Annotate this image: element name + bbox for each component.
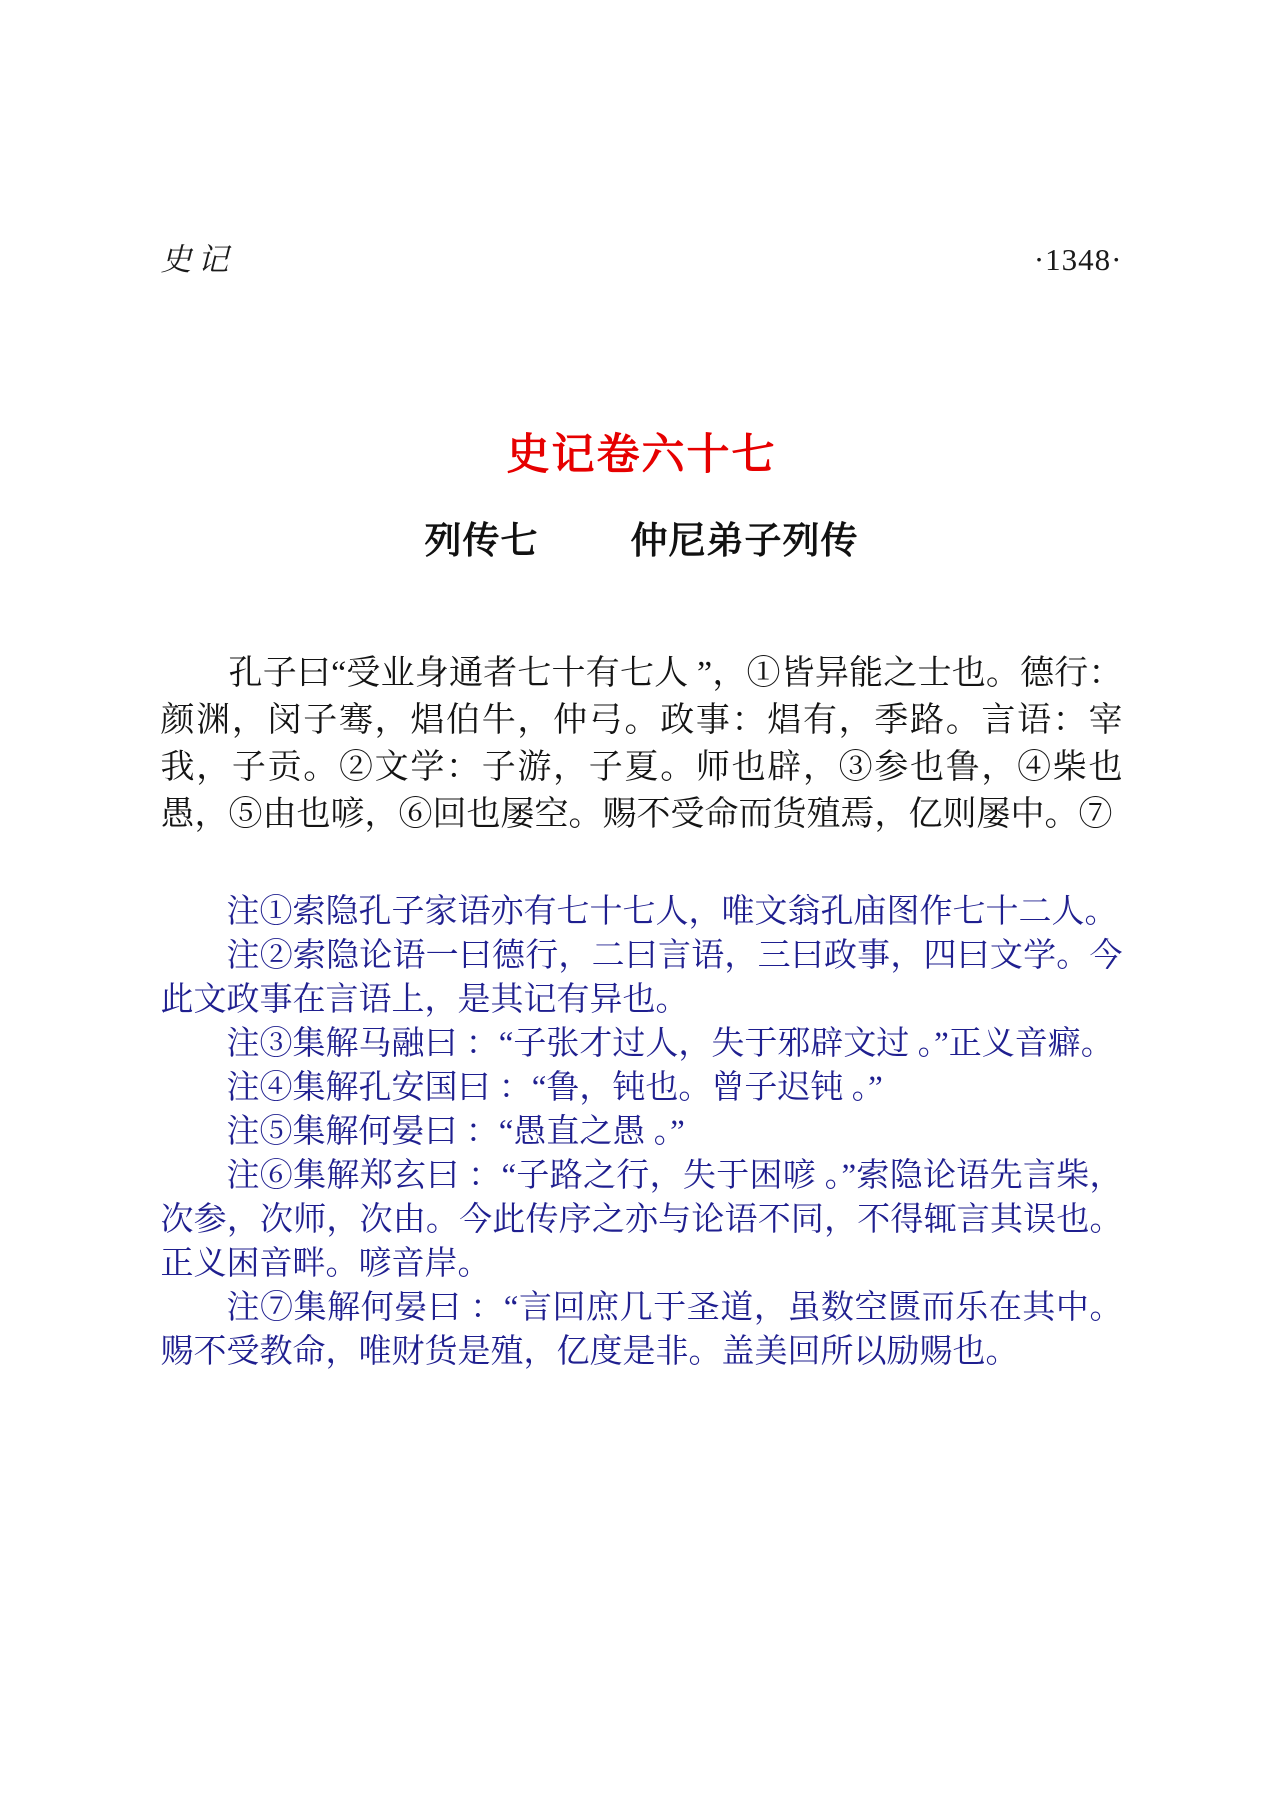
note-6: 注⑥集解郑玄曰 ：“子路之行，失于困喭 。”索隐论语先言柴，次参，次师，次由。今此传序之亦与论语不同，不得辄言其误也。正义困音畔。喭音岸。 (160, 1158, 1123, 1283)
note-4: 注④集解孔安国曰 ：“鲁，钝也。曾子迟钝 。” (226, 1070, 883, 1107)
main-paragraph: 孔子曰“受业身通者七十有七人 ”，①皆异能之士也。德行：颜渊，闵子骞，焻伯牛，仲弓。政事：焻有，季路。言语：宰我，子贡。②文学：子游，子夏。师也辟，③参也鲁，④柴也愚，⑤由也喭，⑥回也屡空。赐不受命而货殖焉，亿则屡中。⑦ (160, 655, 1123, 834)
note-1: 注①索隐孔子家语亦有七十七人，唯文翁孔庙图作七十二人。 (226, 894, 1118, 931)
note-5: 注⑤集解何晏曰 ：“愚直之愚 。” (226, 1114, 685, 1151)
section-number: 列传七 (424, 519, 539, 563)
page-content (161, 0, 1123, 1374)
notes-section (161, 890, 1123, 1374)
note-3: 注③集解马融曰 ：“子张才过人，失于邪辟文过 。”正义音癖。 (226, 1026, 1114, 1063)
page-header (161, 0, 1123, 277)
section-title (161, 521, 1123, 562)
chapter-title: 史记卷六十七 (506, 430, 777, 481)
running-title: 史记 (160, 242, 235, 277)
note-7: 注⑦集解何晏曰 ：“言回庶几于圣道，虽数空匮而乐在其中。赐不受教命，唯财货是殖，亿度是非。盖美回所以励赐也。 (160, 1290, 1123, 1371)
section-name: 仲尼弟子列传 (630, 519, 859, 563)
page-number: ·1348· (1033, 242, 1123, 277)
note-2: 注②索隐论语一曰德行，二曰言语，三曰政事，四曰文学。今此文政事在言语上，是其记有异也。 (160, 938, 1123, 1019)
